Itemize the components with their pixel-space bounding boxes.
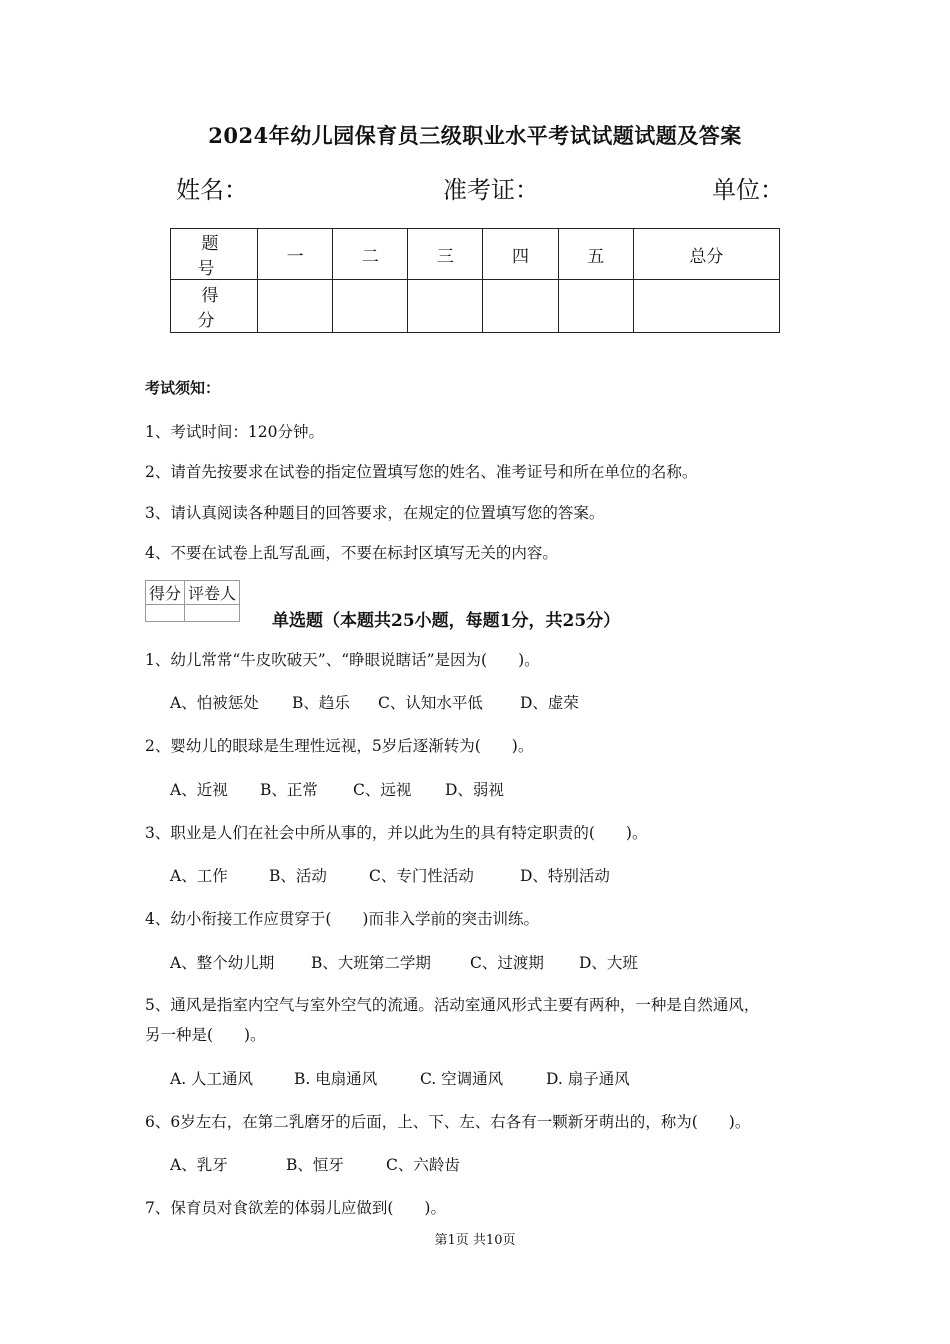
header-cell-question-no: 题 号 [171,229,258,280]
name-field-label: 姓名： [176,176,248,204]
option-b[interactable]: B、活动 [269,867,327,885]
question-text: 4、幼小衔接工作应贯穿于( )而非入学前的突击训练。 [145,910,539,928]
question-options [170,778,504,800]
question-options [170,1153,460,1175]
score-cell-3[interactable] [408,280,483,333]
score-cell-4[interactable] [483,280,558,333]
score-table-score-row [171,280,780,333]
grader-box-grader-label: 评卷人 [185,581,240,605]
question-text: 2、婴幼儿的眼球是生理性远视，5岁后逐渐转为( )。 [145,737,534,755]
score-cell-1[interactable] [258,280,333,333]
header-cell-1: 一 [258,229,333,280]
header-cell-3: 三 [408,229,483,280]
note-item: 3、请认真阅读各种题目的回答要求，在规定的位置填写您的答案。 [145,504,605,522]
option-c[interactable]: C、认知水平低 [378,694,483,712]
question-options [170,1067,630,1089]
header-cell-5: 五 [558,229,633,280]
option-d[interactable]: D、大班 [579,954,638,972]
question-text: 1、幼儿常常“牛皮吹破天”、“睁眼说瞎话”是因为( )。 [145,651,540,669]
score-row-label: 得 分 [171,280,258,333]
option-a[interactable]: A、工作 [170,867,228,885]
option-d[interactable]: D. 扇子通风 [546,1070,630,1088]
question-options [170,864,610,886]
grader-box [145,580,240,622]
option-c[interactable]: C、六龄齿 [386,1156,460,1174]
question-options [170,691,579,713]
exam-id-field-label: 准考证： [443,176,539,204]
question-text: 7、保育员对食欲差的体弱儿应做到( )。 [145,1199,446,1217]
option-d[interactable]: D、弱视 [445,781,504,799]
option-a[interactable]: A、乳牙 [170,1156,228,1174]
question-text: 3、职业是人们在社会中所从事的，并以此为生的具有特定职责的( )。 [145,824,648,842]
score-cell-5[interactable] [558,280,633,333]
note-item: 4、不要在试卷上乱写乱画，不要在标封区填写无关的内容。 [145,544,558,562]
question-text: 5、通风是指室内空气与室外空气的流通。活动室通风形式主要有两种，一种是自然通风， [145,996,760,1014]
option-a[interactable]: A、整个幼儿期 [170,954,275,972]
option-a[interactable]: A、近视 [170,781,228,799]
section-title: 单选题（本题共25小题，每题1分，共25分） [272,611,621,631]
header-cell-4: 四 [483,229,558,280]
grader-box-score-label: 得分 [146,581,185,605]
notes-title: 考试须知： [145,379,221,397]
option-a[interactable]: A. 人工通风 [170,1070,254,1088]
option-a[interactable]: A、怕被惩处 [170,694,259,712]
score-cell-total[interactable] [633,280,779,333]
score-cell-2[interactable] [333,280,408,333]
note-item: 2、请首先按要求在试卷的指定位置填写您的姓名、准考证号和所在单位的名称。 [145,463,698,481]
option-c[interactable]: C、远视 [353,781,412,799]
note-item: 1、考试时间：120分钟。 [145,423,324,441]
header-cell-total: 总分 [633,229,779,280]
grader-box-grader-cell[interactable] [185,605,240,622]
option-b[interactable]: B、正常 [260,781,318,799]
question-text-continued: 另一种是( )。 [145,1026,266,1044]
option-b[interactable]: B. 电扇通风 [294,1070,378,1088]
option-c[interactable]: C、过渡期 [470,954,544,972]
option-b[interactable]: B、趋乐 [292,694,350,712]
score-table-header-row [171,229,780,280]
grader-box-score-cell[interactable] [146,605,185,622]
question-text: 6、6岁左右，在第二乳磨牙的后面，上、下、左、右各有一颗新牙萌出的，称为( )。 [145,1113,751,1131]
page-title: 2024年幼儿园保育员三级职业水平考试试题试题及答案 [208,123,742,148]
option-c[interactable]: C. 空调通风 [420,1070,504,1088]
option-b[interactable]: B、恒牙 [286,1156,344,1174]
score-table [170,228,780,333]
header-cell-2: 二 [333,229,408,280]
question-options [170,951,638,973]
option-d[interactable]: D、特别活动 [520,867,610,885]
option-d[interactable]: D、虚荣 [520,694,579,712]
option-c[interactable]: C、专门性活动 [369,867,474,885]
option-b[interactable]: B、大班第二学期 [311,954,431,972]
unit-field-label: 单位： [712,176,784,204]
page-footer: 第1页 共10页 [434,1233,516,1248]
